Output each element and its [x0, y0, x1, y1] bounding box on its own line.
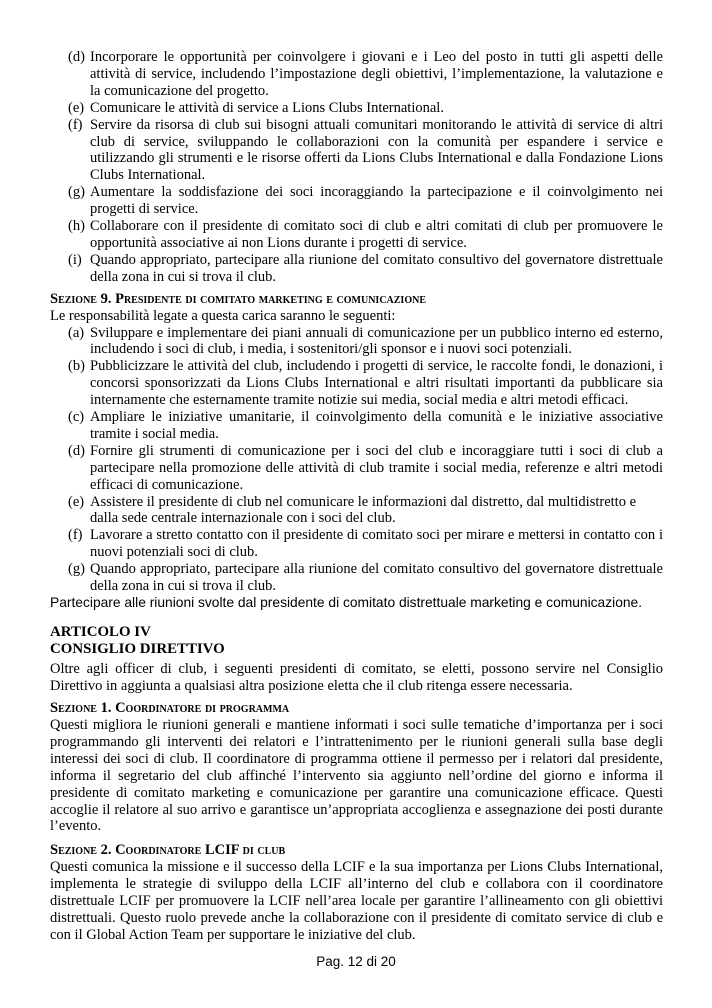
- list-item-text: Quando appropriato, partecipare alla riunione del comitato consultivo del governatore distrettuale della zona in cui si trova il club.: [90, 561, 663, 595]
- officer-duties-list: [50, 49, 663, 286]
- list-item-text: Servire da risorsa di club sui bisogni attuali comunitari monitorando le attività di service di altri club di service, sviluppando le collaborazioni con la comunità per espandere i service e utilizzando gli strumenti e le risorse offerti da Lions Clubs International e dalla Fondazione Lions Clubs International.: [90, 116, 663, 184]
- list-item: [50, 358, 663, 409]
- list-item: [50, 100, 663, 117]
- list-item: [50, 561, 663, 595]
- list-item: [50, 527, 663, 561]
- list-item-label: (b): [68, 358, 85, 375]
- section-2-body: Questi comunica la missione e il successo della LCIF e la sua importanza per Lions Clubs International, implementa le strategie di sviluppo della LCIF all’interno del club e collabora con il coordinatore distrettuale LCIF per promuovere la LCIF nell’area locale per garantire l’allineamento con gli obiettivi distrettuali. Questo ruolo prevede anche la collaborazione con il presidente di comitato service di club e con il Global Action Team per supportare le iniziative del club.: [50, 859, 663, 943]
- article-4-title-line-1: ARTICOLO IV: [50, 623, 151, 640]
- list-item-text: Sviluppare e implementare dei piani annuali di comunicazione per un pubblico interno ed esterno, includendo i soci di club, i media, i sostenitori/gli sponsor e i nuovi soci potenziali.: [90, 324, 663, 358]
- list-item: [50, 218, 663, 252]
- list-item: [50, 49, 663, 100]
- list-item: [50, 325, 663, 359]
- list-item-text: Collaborare con il presidente di comitato soci di club e altri comitati di club per promuovere le opportunità associative ai non Lions durante i progetti di service.: [90, 218, 663, 251]
- list-item-label: (f): [68, 527, 83, 544]
- list-item-text: Pubblicizzare le attività del club, includendo i progetti di service, le raccolte fondi, le donazioni, i concorsi sponsorizzati da Lions Clubs International e altri risultati importanti da pubblicare sia internamente che esternamente tramite notizie sui media, social media e altri metodi efficaci.: [90, 358, 663, 409]
- section-9-heading: Sezione 9. Presidente di comitato marketing e comunicazione: [50, 290, 426, 307]
- list-item-label: (d): [68, 49, 85, 65]
- article-4-intro: Oltre agli officer di club, i seguenti presidenti di comitato, se eletti, possono servire nel Consiglio Direttivo in aggiunta a qualsiasi altra posizione eletta che il club ritenga essere necessaria.: [50, 661, 663, 695]
- page-footer: [0, 954, 712, 971]
- list-item: [50, 494, 663, 528]
- list-item: [50, 443, 663, 494]
- list-item-label: (c): [68, 409, 85, 426]
- list-item-label: (g): [68, 561, 85, 578]
- list-item-label: (e): [68, 493, 85, 510]
- list-item-text: Fornire gli strumenti di comunicazione per i soci del club e incoraggiare tutti i soci di club a partecipare nella promozione delle attività di club tramite i social media, referenze e altri metodi efficaci di comunicazione.: [90, 442, 663, 493]
- page-content: [50, 49, 663, 944]
- list-item-label: (g): [68, 184, 85, 201]
- list-item: [50, 409, 663, 443]
- list-item-label: (d): [68, 442, 85, 459]
- list-item-text: Ampliare le iniziative umanitarie, il coinvolgimento della comunità e le iniziative associative tramite i social media.: [90, 409, 663, 442]
- list-item-text: Incorporare le opportunità per coinvolgere i giovani e i Leo del posto in tutti gli aspetti delle attività di service, includendo l’impostazione degli obiettivi, l’implementazione, la valutazione e la comunicazione del progetto.: [90, 49, 663, 99]
- list-item-text: Comunicare le attività di service a Lions Clubs International.: [90, 99, 444, 116]
- list-item-text: Assistere il presidente di club nel comunicare le informazioni dal distretto, dal multidistretto e dalla sede centrale internazionale con i soci del club.: [90, 493, 637, 527]
- list-item: [50, 184, 663, 218]
- section-9-duties-list: [50, 325, 663, 596]
- page-number: Pag. 12 di 20: [316, 954, 396, 969]
- section-9-intro: Le responsabilità legate a questa carica saranno le seguenti:: [50, 307, 396, 324]
- list-item-text: Quando appropriato, partecipare alla riunione del comitato consultivo del governatore distrettuale della zona in cui si trova il club.: [90, 251, 663, 285]
- list-item-text: Lavorare a stretto contatto con il presidente di comitato soci per mirare e mettersi in contatto con i nuovi potenziali soci di club.: [90, 527, 663, 561]
- list-item-label: (h): [68, 218, 85, 235]
- list-item-label: (a): [68, 324, 85, 341]
- list-item-label: (f): [68, 116, 83, 133]
- section-1-heading: Sezione 1. Coordinatore di programma: [50, 700, 290, 717]
- list-item-text: Aumentare la soddisfazione dei soci incoraggiando la partecipazione e il coinvolgimento nei progetti di service.: [90, 184, 663, 218]
- list-item: [50, 252, 663, 286]
- section-1-body: Questi migliora le riunioni generali e mantiene informati i soci sulle tematiche d’importanza per i soci programmando gli interventi dei relatori e l’intrattenimento per le riunioni generali sulla base degli interessi dei soci di club. Il coordinatore di programma ottiene il permesso per i relatori dal presidente, informa il segretario del club affinché l’intervento sia aggiunto nell’ordine del giorno e informa il presidente di comitato marketing e comunicazione per garantire una comunicazione efficace. Questi accoglie il relatore al suo arrivo e garantisce un’appropriata accoglienza e assegnazione dei posti durante l’evento.: [50, 717, 663, 835]
- list-item: [50, 117, 663, 185]
- list-item-label: (e): [68, 99, 85, 116]
- list-item-label: (i): [68, 251, 82, 268]
- section-2-heading: Sezione 2. Coordinatore LCIF di club: [50, 842, 286, 859]
- section-9-note: Partecipare alle riunioni svolte dal presidente di comitato distrettuale marketing e comunicazione.: [50, 595, 643, 610]
- article-4-title-line-2: CONSIGLIO DIRETTIVO: [50, 641, 225, 658]
